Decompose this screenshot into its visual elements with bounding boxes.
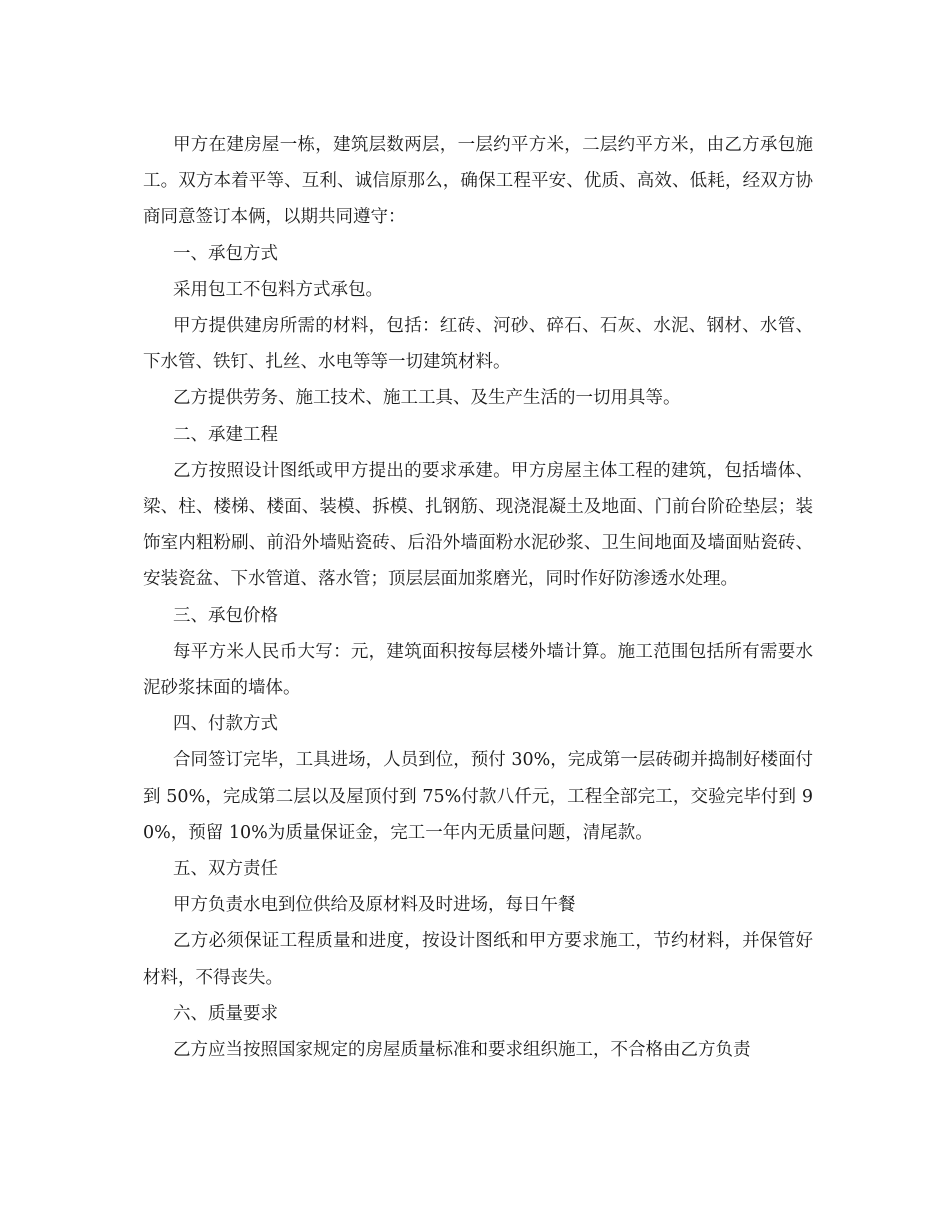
- section-heading-6: 六、质量要求: [173, 1003, 278, 1024]
- paragraph: 乙方提供劳务、施工技术、施工工具、及生产生活的一切用具等。: [173, 388, 681, 409]
- paragraph: 乙方必须保证工程质量和进度，按设计图纸和甲方要求施工，节约材料，并保管好材料，不得丧失。: [143, 931, 813, 988]
- paragraph: 甲方负责水电到位供给及原材料及时进场，每日午餐: [173, 895, 576, 916]
- paragraph-intro: 甲方在建房屋一栋，建筑层数两层，一层约平方米，二层约平方米，由乙方承包施工。双方本着平等、互利、诚信原那么，确保工程平安、优质、高效、低耗，经双方协商同意签订本俩，以期共同遵守：: [143, 135, 813, 228]
- document-body: [143, 127, 813, 1068]
- paragraph: 乙方按照设计图纸或甲方提出的要求承建。甲方房屋主体工程的建筑，包括墙体、梁、柱、楼梯、楼面、装模、拆模、扎钢筋、现浇混凝土及地面、门前台阶砼垫层；装饰室内粗粉刷、前沿外墙贴瓷砖、后沿外墙面粉水泥砂浆、卫生间地面及墙面贴瓷砖、安装瓷盆、下水管道、落水管；顶层层面加浆磨光，同时作好防渗透水处理。: [143, 460, 813, 590]
- paragraph: 甲方提供建房所需的材料，包括：红砖、河砂、碎石、石灰、水泥、钢材、水管、下水管、铁钉、扎丝、水电等等一切建筑材料。: [143, 316, 813, 373]
- section-heading-1: 一、承包方式: [173, 243, 278, 264]
- paragraph: 合同签订完毕，工具进场，人员到位，预付 30%，完成第一层砖砌并捣制好楼面付到 50%，完成第二层以及屋顶付到 75%付款八仟元，工程全部完工，交验完毕付到 90%，预留 10%为质量保证金，完工一年内无质量问题，清尾款。: [143, 750, 813, 843]
- paragraph: 每平方米人民币大写：元，建筑面积按每层楼外墙计算。施工范围包括所有需要水泥砂浆抹面的墙体。: [143, 641, 813, 699]
- section-heading-4: 四、付款方式: [173, 714, 278, 735]
- section-heading-5: 五、双方责任: [173, 859, 278, 880]
- paragraph: 乙方应当按照国家规定的房屋质量标准和要求组织施工，不合格由乙方负责: [173, 1040, 751, 1061]
- section-heading-3: 三、承包价格: [173, 605, 278, 626]
- paragraph: 采用包工不包料方式承包。: [173, 279, 383, 300]
- section-heading-2: 二、承建工程: [173, 424, 278, 445]
